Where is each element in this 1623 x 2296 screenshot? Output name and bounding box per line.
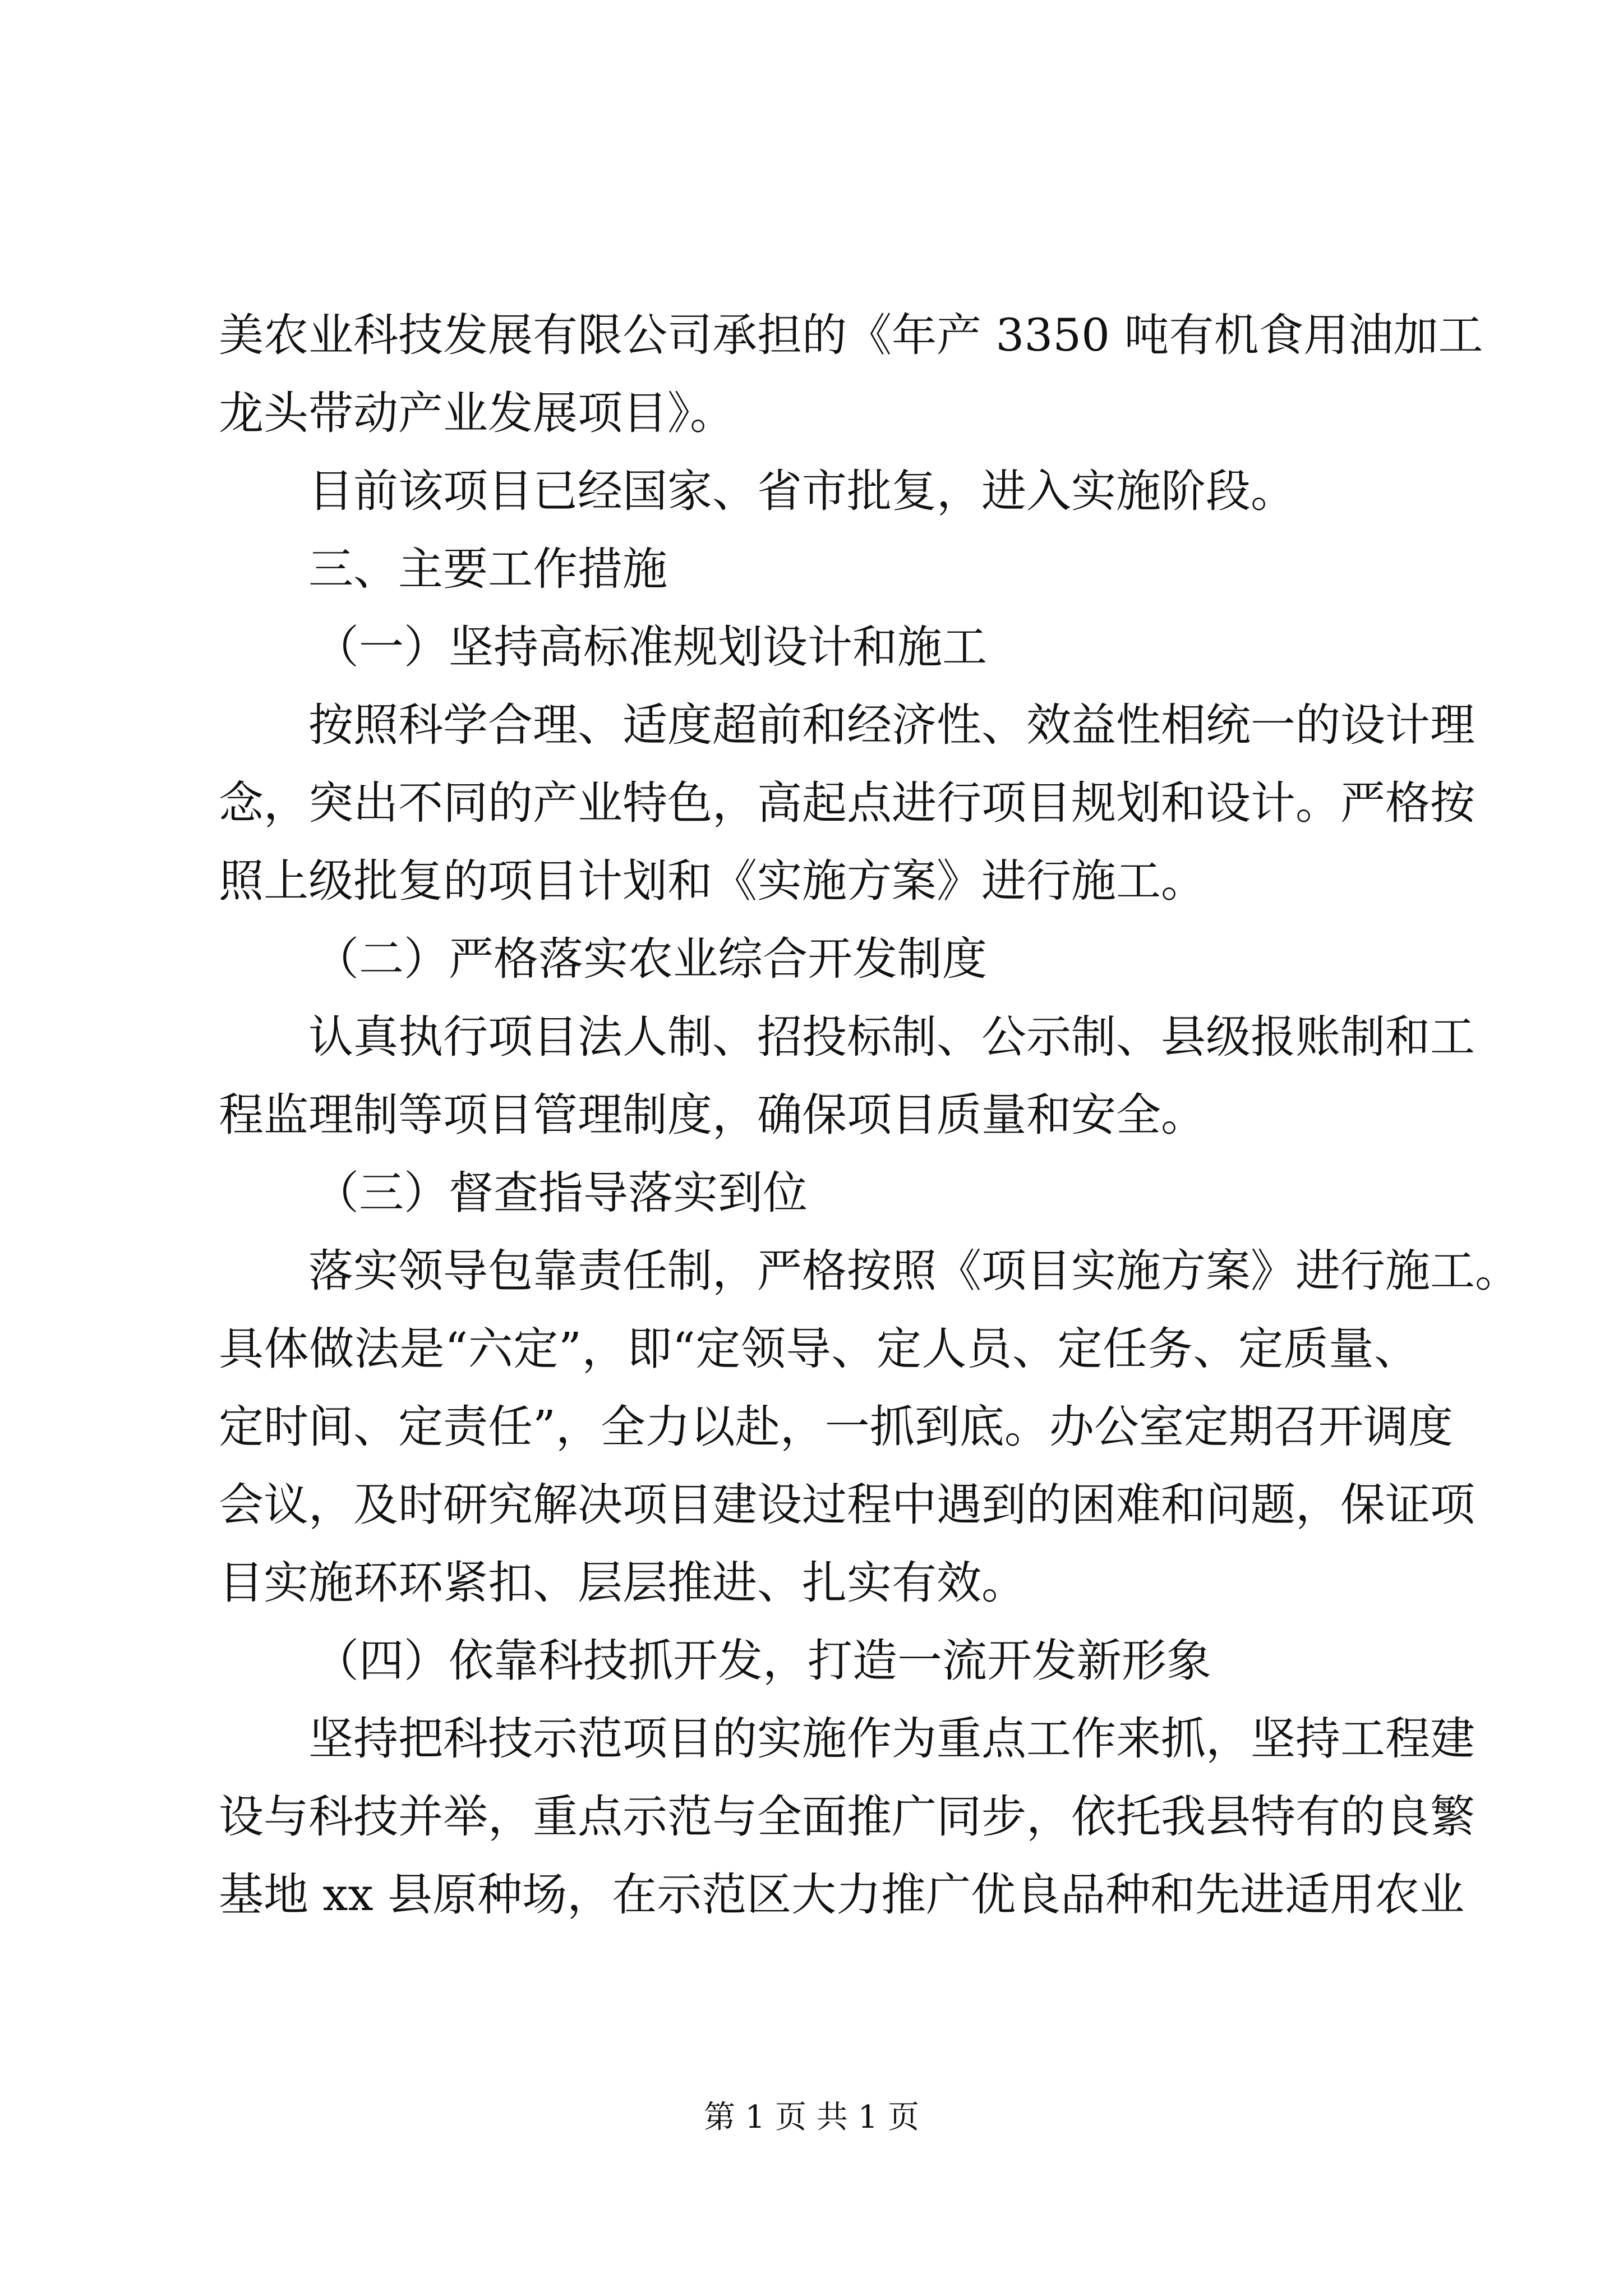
text-line: 设与科技并举，重点示范与全面推广同步，依托我县特有的良繁 xyxy=(219,1791,1475,1843)
text-line: 美农业科技发展有限公司承担的《年产 3350 吨有机食用油加工 xyxy=(219,309,1483,361)
text-line: 按照科学合理、适度超前和经济性、效益性相统一的设计理 xyxy=(308,699,1475,751)
text-line: 定时间、定责任”，全力以赴，一抓到底。办公室定期召开调度 xyxy=(219,1401,1453,1453)
section-heading-line: （二）严格落实农业综合开发制度 xyxy=(314,933,987,985)
text-line: 基地 xx 县原种场，在示范区大力推广优良品种和先进适用农业 xyxy=(219,1869,1465,1921)
text-line: 落实领导包靠责任制，严格按照《项目实施方案》进行施工。 xyxy=(308,1245,1520,1297)
page-footer: 第 1 页 共 1 页 xyxy=(703,2099,920,2136)
text-line: 坚持把科技示范项目的实施作为重点工作来抓，坚持工程建 xyxy=(308,1713,1475,1765)
text-line: 程监理制等项目管理制度，确保项目质量和安全。 xyxy=(219,1089,1206,1141)
text-line: 念，突出不同的产业特色，高起点进行项目规划和设计。严格按 xyxy=(219,777,1475,829)
text-line: 会议，及时研究解决项目建设过程中遇到的困难和问题，保证项 xyxy=(219,1479,1475,1531)
section-heading-line: （四）依靠科技抓开发，打造一流开发新形象 xyxy=(314,1635,1211,1687)
text-line: 具体做法是“六定”，即“定领导、定人员、定任务、定质量、 xyxy=(219,1323,1419,1375)
section-heading-line: （三）督查指导落实到位 xyxy=(314,1167,808,1219)
text-line: 目实施环环紧扣、层层推进、扎实有效。 xyxy=(219,1557,1026,1609)
text-line: 龙头带动产业发展项目》。 xyxy=(219,387,735,439)
document-body xyxy=(219,296,1520,1934)
section-heading-line: （一）坚持高标准规划设计和施工 xyxy=(314,621,987,673)
text-line: 目前该项目已经国家、省市批复，进入实施阶段。 xyxy=(308,465,1295,517)
text-line: 认真执行项目法人制、招投标制、公示制、县级报账制和工 xyxy=(308,1011,1475,1063)
text-line: 照上级批复的项目计划和《实施方案》进行施工。 xyxy=(219,855,1206,907)
text-line: 三、主要工作措施 xyxy=(308,543,667,595)
